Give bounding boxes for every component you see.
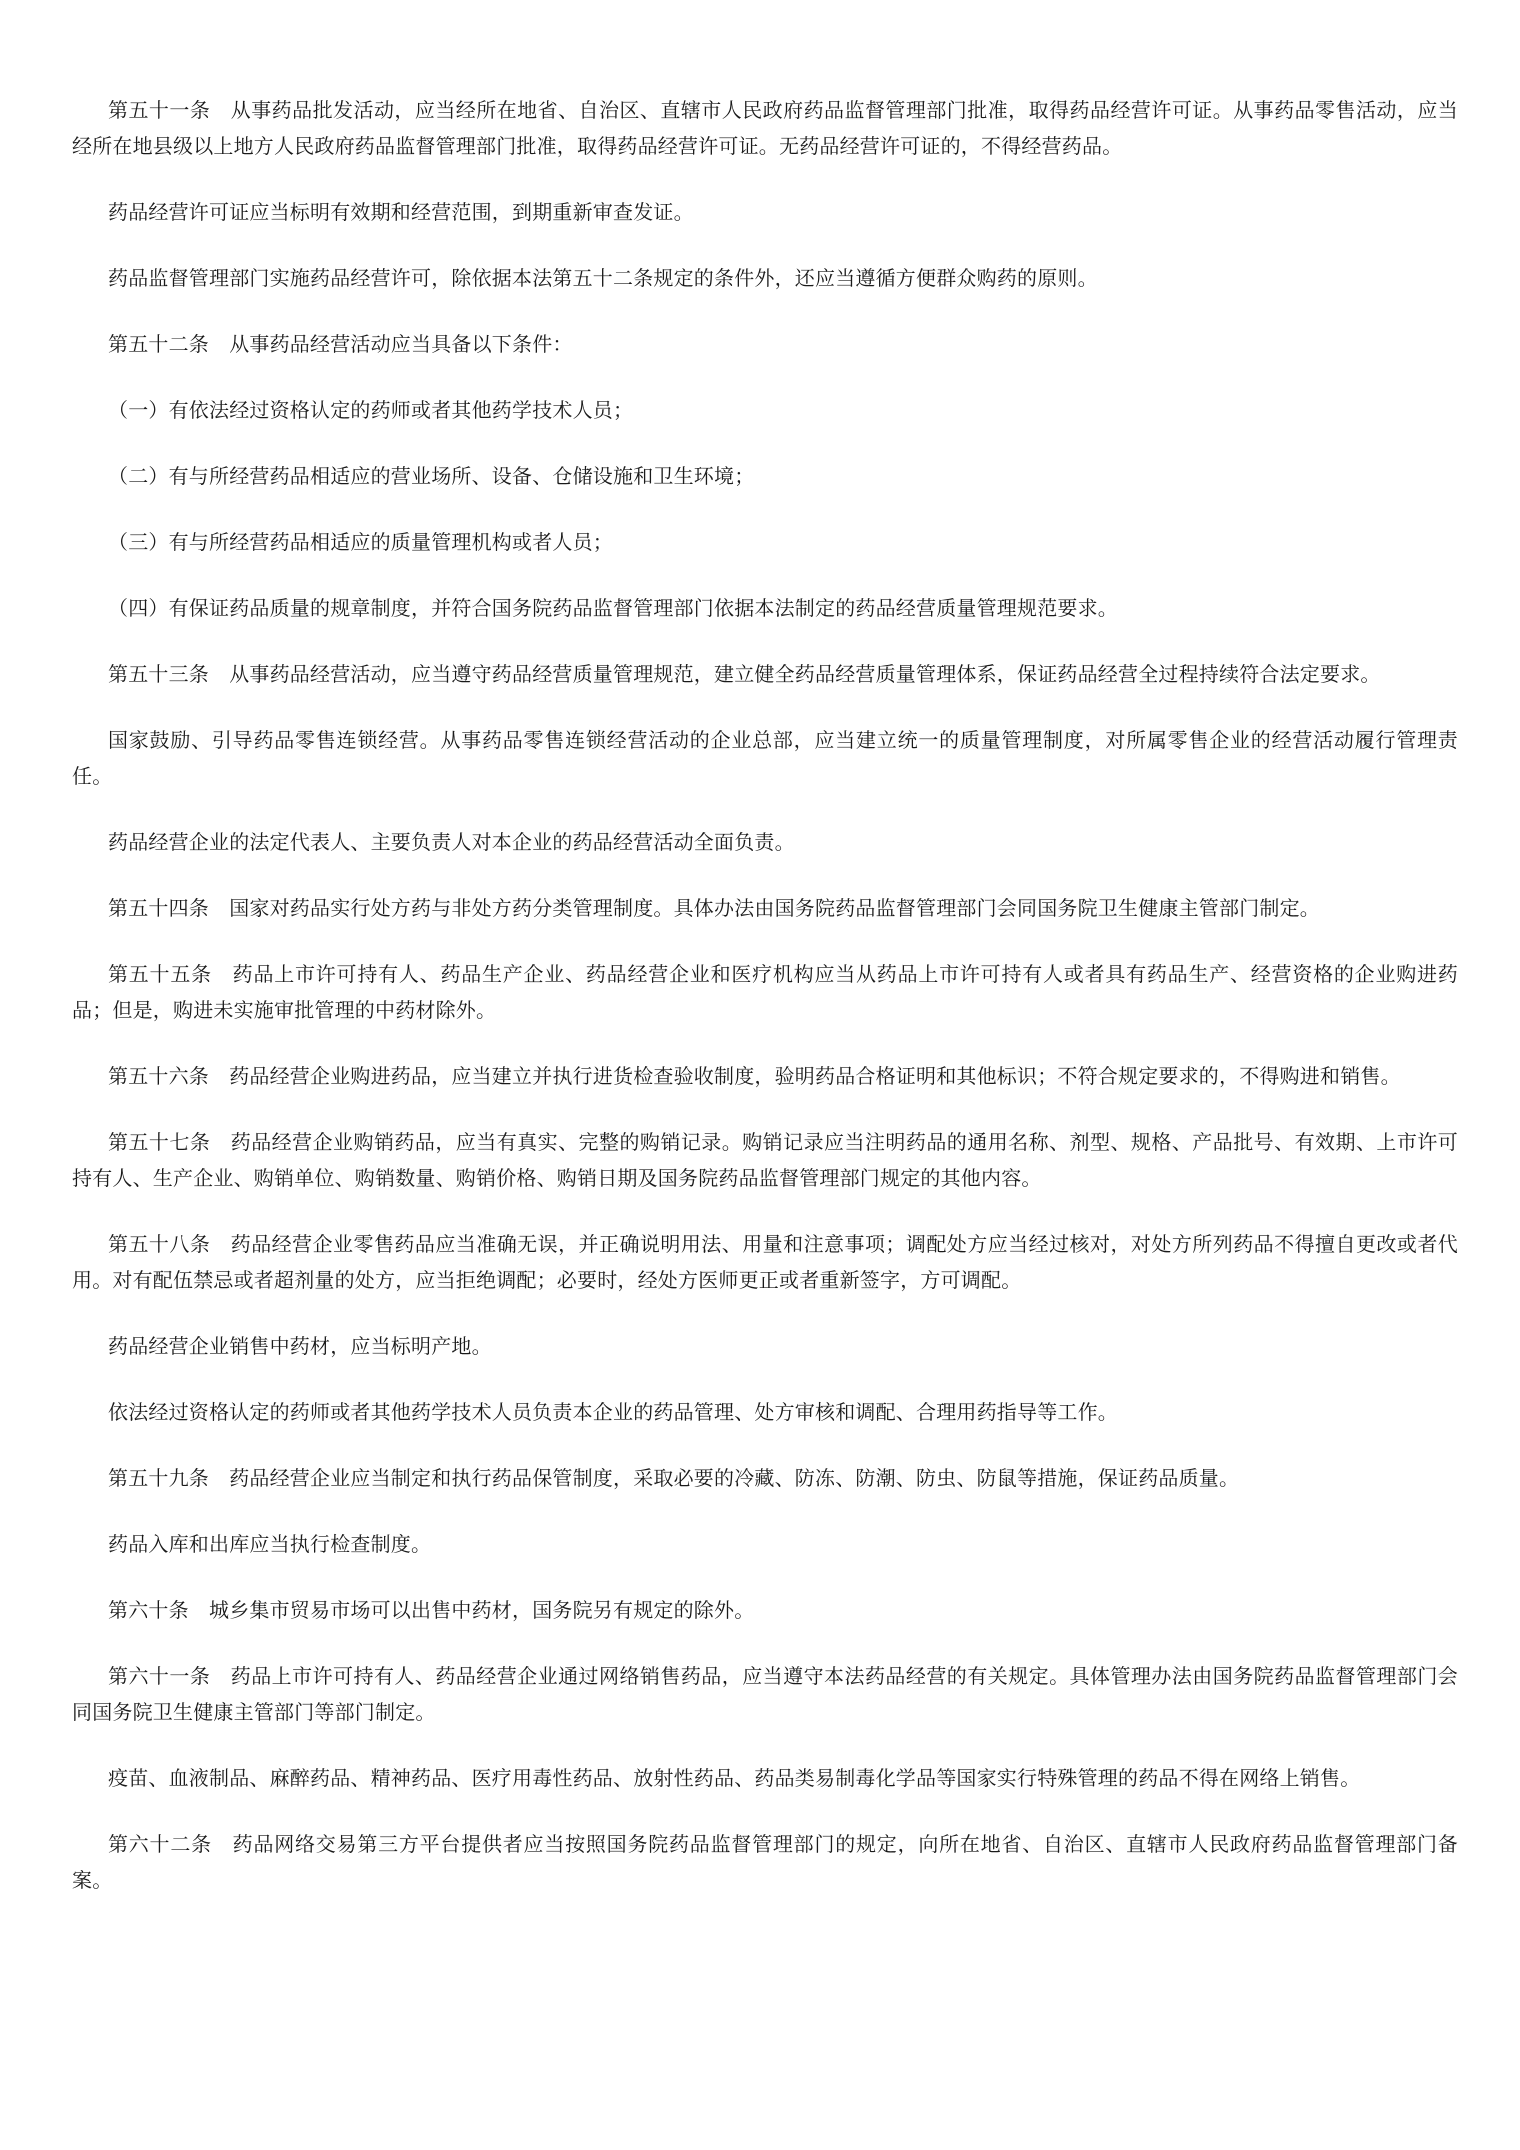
paragraph-article-57: 第五十七条 药品经营企业购销药品，应当有真实、完整的购销记录。购销记录应当注明药品的通用名称、剂型、规格、产品批号、有效期、上市许可持有人、生产企业、购销单位、购销数量、购销价格、购销日期及国务院药品监督管理部门规定的其他内容。 (72, 1130, 1458, 1190)
paragraph-article-56: 第五十六条 药品经营企业购进药品，应当建立并执行进货检查验收制度，验明药品合格证明和其他标识；不符合规定要求的，不得购进和销售。 (108, 1064, 1401, 1088)
paragraph-condition-1: （一）有依法经过资格认定的药师或者其他药学技术人员； (108, 398, 634, 422)
paragraph-article-58: 第五十八条 药品经营企业零售药品应当准确无误，并正确说明用法、用量和注意事项；调配处方应当经过核对，对处方所列药品不得擅自更改或者代用。对有配伍禁忌或者超剂量的处方，应当拒绝调配；必要时，经处方医师更正或者重新签字，方可调配。 (72, 1232, 1458, 1292)
paragraph-article-61: 第六十一条 药品上市许可持有人、药品经营企业通过网络销售药品，应当遵守本法药品经营的有关规定。具体管理办法由国务院药品监督管理部门会同国务院卫生健康主管部门等部门制定。 (72, 1664, 1458, 1724)
paragraph-license-validity: 药品经营许可证应当标明有效期和经营范围，到期重新审查发证。 (108, 200, 694, 224)
paragraph-condition-2: （二）有与所经营药品相适应的营业场所、设备、仓储设施和卫生环境； (108, 464, 755, 488)
paragraph-herb-origin: 药品经营企业销售中药材，应当标明产地。 (108, 1334, 492, 1358)
paragraph-pharmacist-duty: 依法经过资格认定的药师或者其他药学技术人员负责本企业的药品管理、处方审核和调配、合理用药指导等工作。 (108, 1400, 1118, 1424)
paragraph-article-52: 第五十二条 从事药品经营活动应当具备以下条件： (108, 332, 573, 356)
paragraph-storage-inspection: 药品入库和出库应当执行检查制度。 (108, 1532, 432, 1556)
paragraph-article-62: 第六十二条 药品网络交易第三方平台提供者应当按照国务院药品监督管理部门的规定，向所在地省、自治区、直辖市人民政府药品监督管理部门备案。 (72, 1832, 1458, 1892)
paragraph-online-prohibited: 疫苗、血液制品、麻醉药品、精神药品、医疗用毒性药品、放射性药品、药品类易制毒化学品等国家实行特殊管理的药品不得在网络上销售。 (108, 1766, 1361, 1790)
paragraph-license-principle: 药品监督管理部门实施药品经营许可，除依据本法第五十二条规定的条件外，还应当遵循方便群众购药的原则。 (108, 266, 1098, 290)
paragraph-legal-representative: 药品经营企业的法定代表人、主要负责人对本企业的药品经营活动全面负责。 (108, 830, 795, 854)
paragraph-article-54: 第五十四条 国家对药品实行处方药与非处方药分类管理制度。具体办法由国务院药品监督管理部门会同国务院卫生健康主管部门制定。 (108, 896, 1320, 920)
paragraph-condition-4: （四）有保证药品质量的规章制度，并符合国务院药品监督管理部门依据本法制定的药品经营质量管理规范要求。 (108, 596, 1118, 620)
paragraph-article-60: 第六十条 城乡集市贸易市场可以出售中药材，国务院另有规定的除外。 (108, 1598, 755, 1622)
paragraph-article-59: 第五十九条 药品经营企业应当制定和执行药品保管制度，采取必要的冷藏、防冻、防潮、防虫、防鼠等措施，保证药品质量。 (108, 1466, 1240, 1490)
paragraph-article-51: 第五十一条 从事药品批发活动，应当经所在地省、自治区、直辖市人民政府药品监督管理部门批准，取得药品经营许可证。从事药品零售活动，应当经所在地县级以上地方人民政府药品监督管理部门批准，取得药品经营许可证。无药品经营许可证的，不得经营药品。 (72, 98, 1458, 158)
paragraph-article-53: 第五十三条 从事药品经营活动，应当遵守药品经营质量管理规范，建立健全药品经营质量管理体系，保证药品经营全过程持续符合法定要求。 (108, 662, 1381, 686)
paragraph-condition-3: （三）有与所经营药品相适应的质量管理机构或者人员； (108, 530, 613, 554)
paragraph-chain-retail: 国家鼓励、引导药品零售连锁经营。从事药品零售连锁经营活动的企业总部，应当建立统一的质量管理制度，对所属零售企业的经营活动履行管理责任。 (72, 728, 1458, 788)
paragraph-article-55: 第五十五条 药品上市许可持有人、药品生产企业、药品经营企业和医疗机构应当从药品上市许可持有人或者具有药品生产、经营资格的企业购进药品；但是，购进未实施审批管理的中药材除外。 (72, 962, 1458, 1022)
